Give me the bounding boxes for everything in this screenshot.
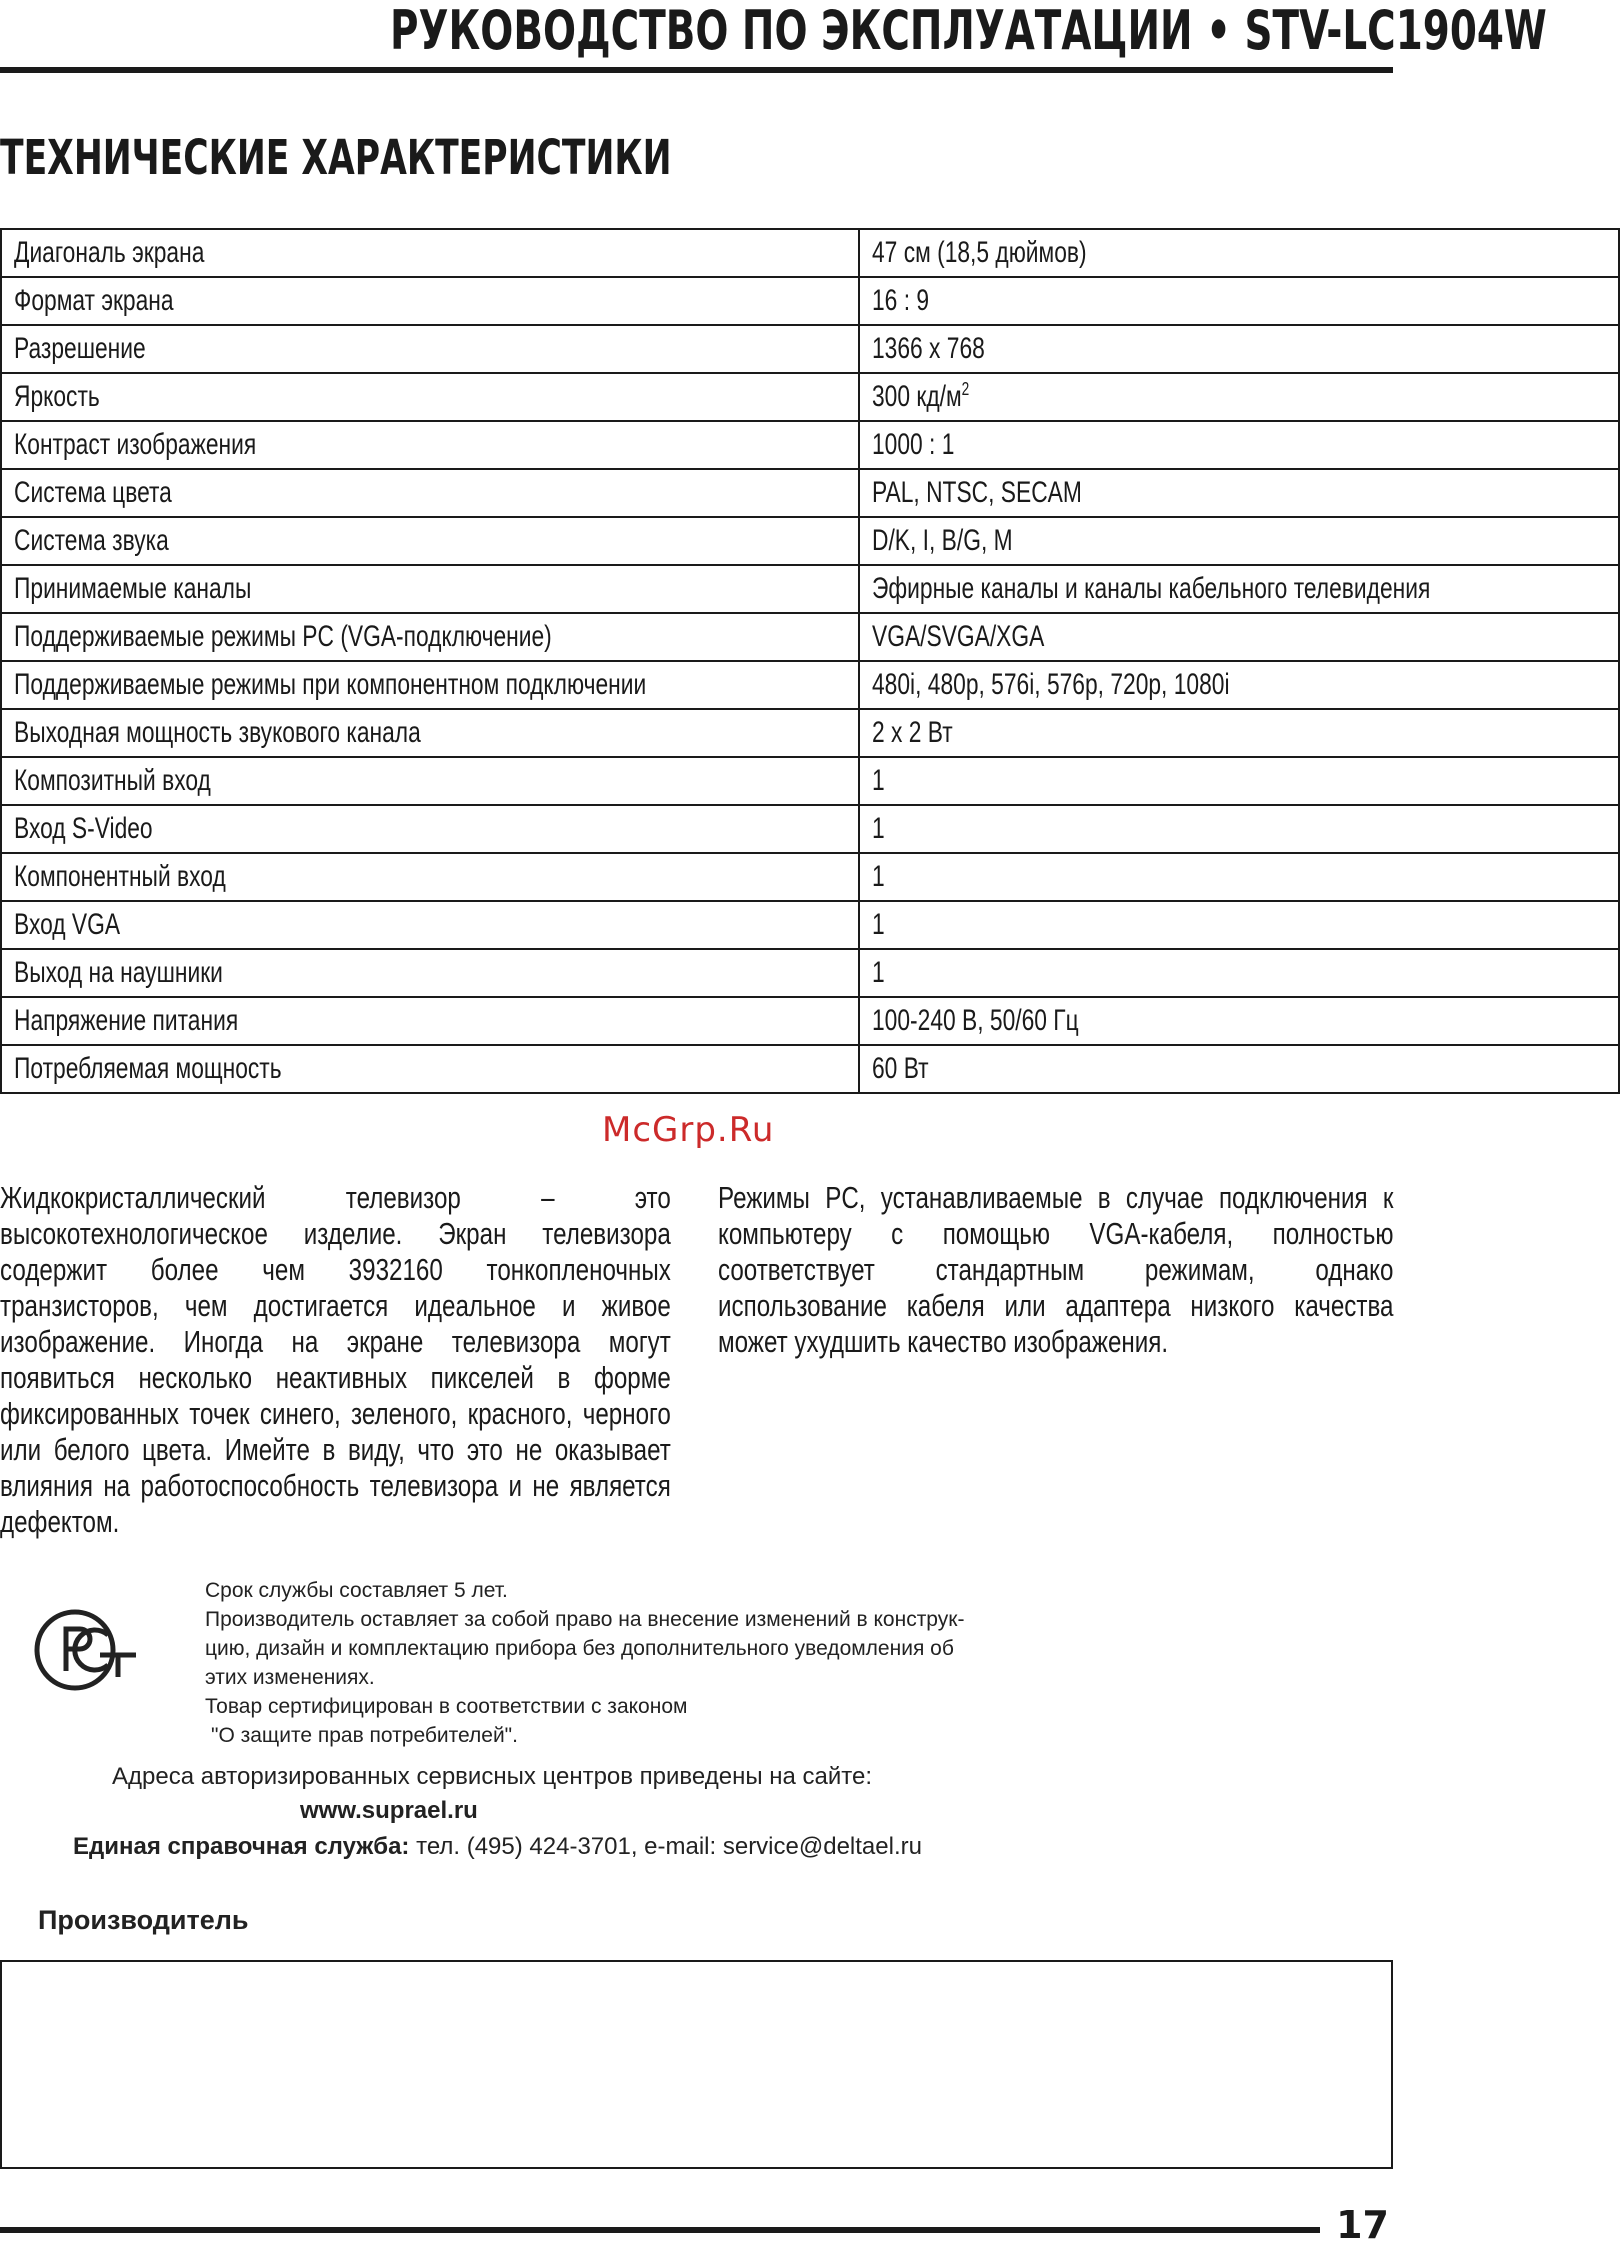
spec-row [1,661,1619,709]
spec-value-text: 1 [871,860,885,893]
spec-value-cell [859,229,1620,277]
spec-value-cell [859,277,1620,325]
spec-param: Диагональ экрана [14,236,205,269]
notes-line: Производитель оставляет за собой право на внесение изменений в конструк- [205,1608,965,1631]
spec-param-cell [1,997,859,1045]
spec-value-text: D/K, I, B/G, M [871,524,1013,557]
spec-value [872,902,885,948]
spec-value [872,470,1082,516]
spec-value-text: 2 x 2 Вт [871,716,953,749]
section-title: ТЕХНИЧЕСКИЕ ХАРАКТЕРИСТИКИ [0,130,672,186]
pc-modes-paragraph [718,1180,1584,1360]
spec-value [872,566,1430,612]
spec-row [1,757,1619,805]
spec-param-cell [1,421,859,469]
specs-table [0,228,1620,1094]
spec-value-text: 60 Вт [871,1052,929,1085]
spec-value-text: 1 [871,812,885,845]
spec-row [1,565,1619,613]
spec-param-cell [1,853,859,901]
spec-param-cell [1,469,859,517]
spec-param: Принимаемые каналы [14,572,252,605]
spec-row [1,277,1619,325]
spec-param: Компонентный вход [14,860,226,893]
service-life-line: Срок службы составляет 5 лет. [205,1579,508,1602]
spec-row [1,469,1619,517]
spec-param-cell [1,613,859,661]
spec-param-cell [1,277,859,325]
rst-certification-icon [30,1605,142,1695]
spec-value-text: 1 [871,764,885,797]
spec-value-text: 1 [871,908,885,941]
spec-param: Выход на наушники [14,956,223,989]
spec-param-cell [1,901,859,949]
spec-param-cell [1,805,859,853]
spec-value [872,1046,929,1092]
spec-value [872,278,929,324]
spec-value-cell [859,661,1620,709]
spec-param: Формат экрана [14,284,174,317]
spec-value-cell [859,1045,1620,1093]
spec-value-cell [859,373,1620,421]
spec-row [1,949,1619,997]
lcd-info-text: Жидкокристаллический телевизор – это высокотехнологическое изделие. Экран телевизора содержит более чем 3932160 тонкопленочных транзисторов, чем достигается идеальное и живое изображение. Иногда на экране телевизора могут появиться несколько неактивных пикселей в форме фиксированных точек синего, зеленого, красного, черного или белого цвета. Имейте в виду, что это не оказывает влияния на работоспособность телевизора и не является дефектом. [0,1180,671,1539]
warranty-notes [205,1576,1135,1750]
spec-value-cell [859,709,1620,757]
spec-param: Разрешение [14,332,146,365]
spec-value-text: 480i, 480p, 576i, 576p, 720p, 1080i [871,668,1230,701]
spec-value-text: Эфирные каналы и каналы кабельного телевидения [871,572,1431,605]
spec-value-cell [859,613,1620,661]
spec-param: Композитный вход [14,764,211,797]
spec-row [1,901,1619,949]
spec-row [1,325,1619,373]
spec-param-cell [1,709,859,757]
header-divider [0,67,1393,73]
spec-value-text: 300 кд/м [871,380,962,413]
spec-param-cell [1,757,859,805]
spec-param: Потребляемая мощность [14,1052,282,1085]
spec-param: Поддерживаемые режимы при компонентном подключении [14,668,647,701]
hotline-value: тел. (495) 424-3701, e-mail: service@deltael.ru [416,1833,922,1860]
spec-value [872,854,885,900]
spec-param-cell [1,565,859,613]
spec-value-cell [859,469,1620,517]
spec-value-text: VGA/SVGA/XGA [871,620,1045,653]
spec-value-text: PAL, NTSC, SECAM [871,476,1082,509]
spec-row [1,373,1619,421]
spec-value [872,710,953,756]
spec-param-cell [1,661,859,709]
spec-param: Система цвета [14,476,172,509]
notes-line: этих изменениях. [205,1666,375,1689]
spec-param-cell [1,373,859,421]
manufacturer-box [0,1960,1393,2169]
service-centers-text: Адреса авторизированных сервисных центров приведены на сайте: [112,1763,873,1790]
spec-value [872,662,1230,708]
spec-value-cell [859,805,1620,853]
spec-row [1,517,1619,565]
spec-row [1,997,1619,1045]
spec-value [872,806,885,852]
spec-value-text: 100-240 В, 50/60 Гц [871,1004,1079,1037]
pc-modes-text: Режимы PC, устанавливаемые в случае подключения к компьютеру с помощью VGA-кабеля, полностью соответствует стандартным режимам, однако использование кабеля или адаптера низкого качества может ухудшить качество изображения. [718,1180,1394,1359]
spec-value [872,614,1044,660]
spec-param-cell [1,229,859,277]
spec-param-cell [1,949,859,997]
spec-value-text: 1366 x 768 [871,332,985,365]
spec-value [872,518,1013,564]
spec-value [872,950,885,996]
spec-value-text: 47 см (18,5 дюймов) [871,236,1087,269]
spec-value [872,326,985,372]
spec-param: Выходная мощность звукового канала [14,716,421,749]
spec-value-cell [859,949,1620,997]
hotline-line [73,1833,922,1861]
manufacturer-title: Производитель [38,1905,249,1935]
spec-value-text: 16 : 9 [871,284,929,317]
spec-row [1,229,1619,277]
page-number: 17 [1336,2203,1389,2247]
spec-row [1,1045,1619,1093]
spec-value [872,998,1079,1044]
spec-row [1,613,1619,661]
service-website-link[interactable]: www.suprael.ru [300,1797,478,1824]
spec-value-cell [859,517,1620,565]
notes-line: "О защите прав потребителей". [211,1724,518,1747]
spec-value-cell [859,853,1620,901]
hotline-label: Единая справочная служба: [73,1833,410,1860]
spec-param: Поддерживаемые режимы PC (VGA-подключение) [14,620,552,653]
notes-line: Товар сертифицирован в соответствии с законом [205,1695,688,1718]
spec-param: Вход S-Video [14,812,153,845]
spec-param-cell [1,517,859,565]
spec-param: Яркость [14,380,100,413]
footer-divider [0,2227,1320,2233]
spec-row [1,853,1619,901]
spec-value-cell [859,565,1620,613]
spec-value-superscript: 2 [961,379,970,399]
page-header-title: РУКОВОДСТВО ПО ЭКСПЛУАТАЦИИ • STV-LC1904W [390,0,1547,62]
spec-param-cell [1,325,859,373]
spec-row [1,709,1619,757]
spec-value-text: 1000 : 1 [871,428,955,461]
spec-row [1,421,1619,469]
spec-row [1,805,1619,853]
watermark: McGrp.Ru [602,1110,775,1150]
spec-value [872,230,1087,276]
spec-value-cell [859,421,1620,469]
spec-value [872,758,885,804]
spec-value-cell [859,757,1620,805]
spec-param-cell [1,1045,859,1093]
spec-value [872,374,969,420]
spec-param: Контраст изображения [14,428,257,461]
spec-value [872,422,954,468]
spec-param: Вход VGA [14,908,121,941]
spec-value-cell [859,901,1620,949]
spec-param: Система звука [14,524,169,557]
spec-value-text: 1 [871,956,885,989]
spec-value-cell [859,325,1620,373]
spec-param: Напряжение питания [14,1004,239,1037]
notes-line: цию, дизайн и комплектацию прибора без дополнительного уведомления об [205,1637,954,1660]
spec-value-cell [859,997,1620,1045]
